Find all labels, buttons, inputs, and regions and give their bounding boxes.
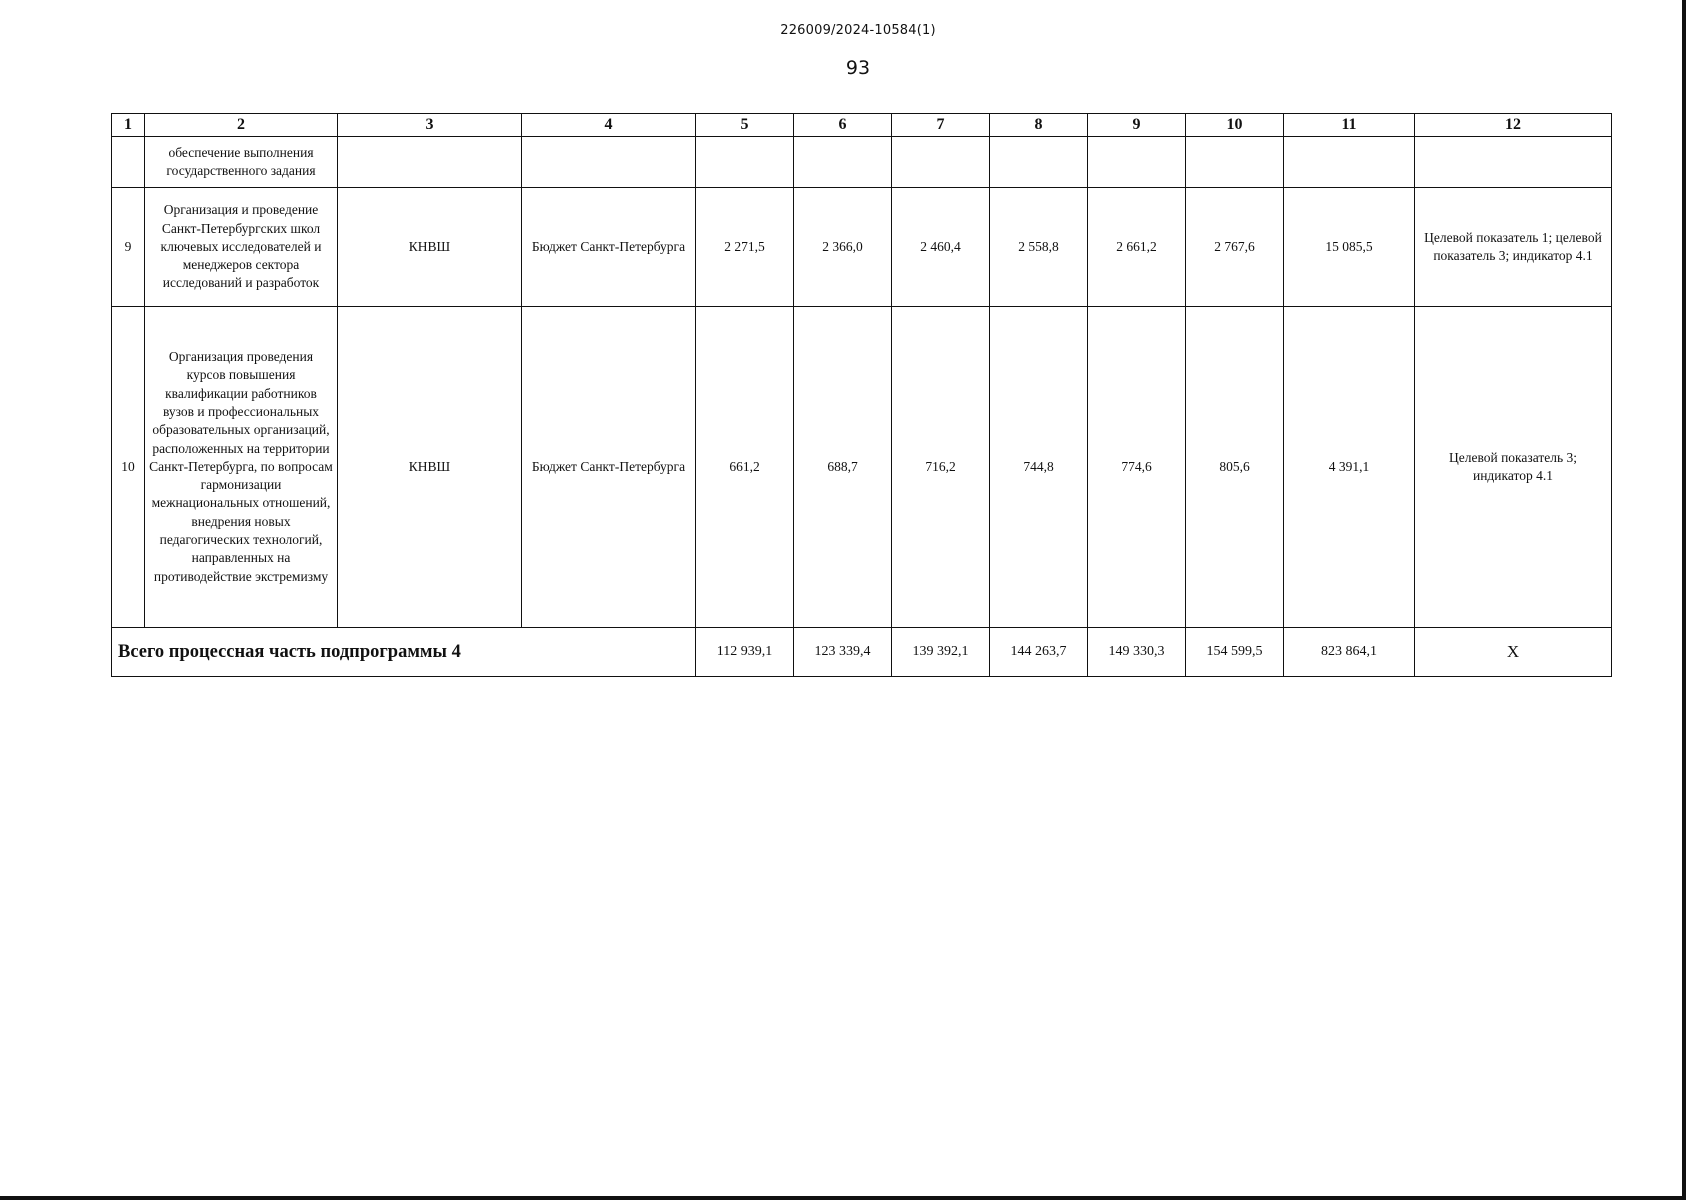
indicator-cell: Целевой показатель 3; индикатор 4.1	[1415, 307, 1612, 628]
indicator-cell	[1415, 137, 1612, 188]
executor-cell: КНВШ	[338, 188, 522, 307]
page-edge-right	[1682, 0, 1686, 1200]
total-row	[112, 628, 1612, 677]
value-cell	[892, 137, 990, 188]
value-cell: 2 460,4	[892, 188, 990, 307]
value-cell: 716,2	[892, 307, 990, 628]
activity-name-cell: Организация проведения курсов повышения квалификации работников вузов и профессиональных образовательных организаций, расположенных на территории Санкт-Петербурга, по вопросам гармонизации межнациональных отношений, внедрения новых педагогических технологий, направленных на противодействие экстремизму	[145, 307, 338, 628]
column-header: 4	[522, 114, 696, 137]
total-label: Всего процессная часть подпрограммы 4	[112, 628, 696, 677]
value-cell: 2 558,8	[990, 188, 1088, 307]
column-header: 8	[990, 114, 1088, 137]
value-cell	[1088, 137, 1186, 188]
page-number: 93	[845, 57, 871, 79]
total-value-cell: 139 392,1	[892, 628, 990, 677]
document-number: 226009/2024-10584(1)	[780, 23, 936, 38]
total-value-cell: 15 085,5	[1284, 188, 1415, 307]
source-cell	[522, 137, 696, 188]
continuation-row	[112, 137, 1612, 188]
source-cell: Бюджет Санкт-Петербурга	[522, 307, 696, 628]
table-row	[112, 307, 1612, 628]
column-header: 12	[1415, 114, 1612, 137]
value-cell	[794, 137, 892, 188]
total-value-cell: 112 939,1	[696, 628, 794, 677]
value-cell: 2 767,6	[1186, 188, 1284, 307]
total-value-cell: 149 330,3	[1088, 628, 1186, 677]
value-cell	[696, 137, 794, 188]
value-cell: 744,8	[990, 307, 1088, 628]
column-header: 6	[794, 114, 892, 137]
column-header: 1	[112, 114, 145, 137]
value-cell: 805,6	[1186, 307, 1284, 628]
indicator-cell: Целевой показатель 1; целевой показатель 3; индикатор 4.1	[1415, 188, 1612, 307]
column-header: 7	[892, 114, 990, 137]
value-cell: 2 271,5	[696, 188, 794, 307]
row-number-cell	[112, 137, 145, 188]
value-cell	[1186, 137, 1284, 188]
column-header: 2	[145, 114, 338, 137]
executor-cell	[338, 137, 522, 188]
column-header-row	[112, 114, 1612, 137]
row-number-cell: 9	[112, 188, 145, 307]
column-header: 9	[1088, 114, 1186, 137]
total-value-cell: 4 391,1	[1284, 307, 1415, 628]
value-cell	[1284, 137, 1415, 188]
source-cell: Бюджет Санкт-Петербурга	[522, 188, 696, 307]
activity-name-cell: Организация и проведение Санкт-Петербургских школ ключевых исследователей и менеджеров сектора исследований и разработок	[145, 188, 338, 307]
program-table	[111, 113, 1612, 677]
value-cell: 2 366,0	[794, 188, 892, 307]
value-cell	[990, 137, 1088, 188]
grand-total-cell: 823 864,1	[1284, 628, 1415, 677]
total-value-cell: 144 263,7	[990, 628, 1088, 677]
total-value-cell: 154 599,5	[1186, 628, 1284, 677]
total-value-cell: 123 339,4	[794, 628, 892, 677]
column-header: 5	[696, 114, 794, 137]
row-number-cell: 10	[112, 307, 145, 628]
value-cell: 774,6	[1088, 307, 1186, 628]
column-header: 3	[338, 114, 522, 137]
value-cell: 661,2	[696, 307, 794, 628]
total-indicator-cell: Х	[1415, 628, 1612, 677]
activity-name-cell: обеспечение выполнения государственного задания	[145, 137, 338, 188]
column-header: 10	[1186, 114, 1284, 137]
value-cell: 688,7	[794, 307, 892, 628]
page-edge-bottom	[0, 1196, 1686, 1200]
value-cell: 2 661,2	[1088, 188, 1186, 307]
executor-cell: КНВШ	[338, 307, 522, 628]
column-header: 11	[1284, 114, 1415, 137]
table-row	[112, 188, 1612, 307]
